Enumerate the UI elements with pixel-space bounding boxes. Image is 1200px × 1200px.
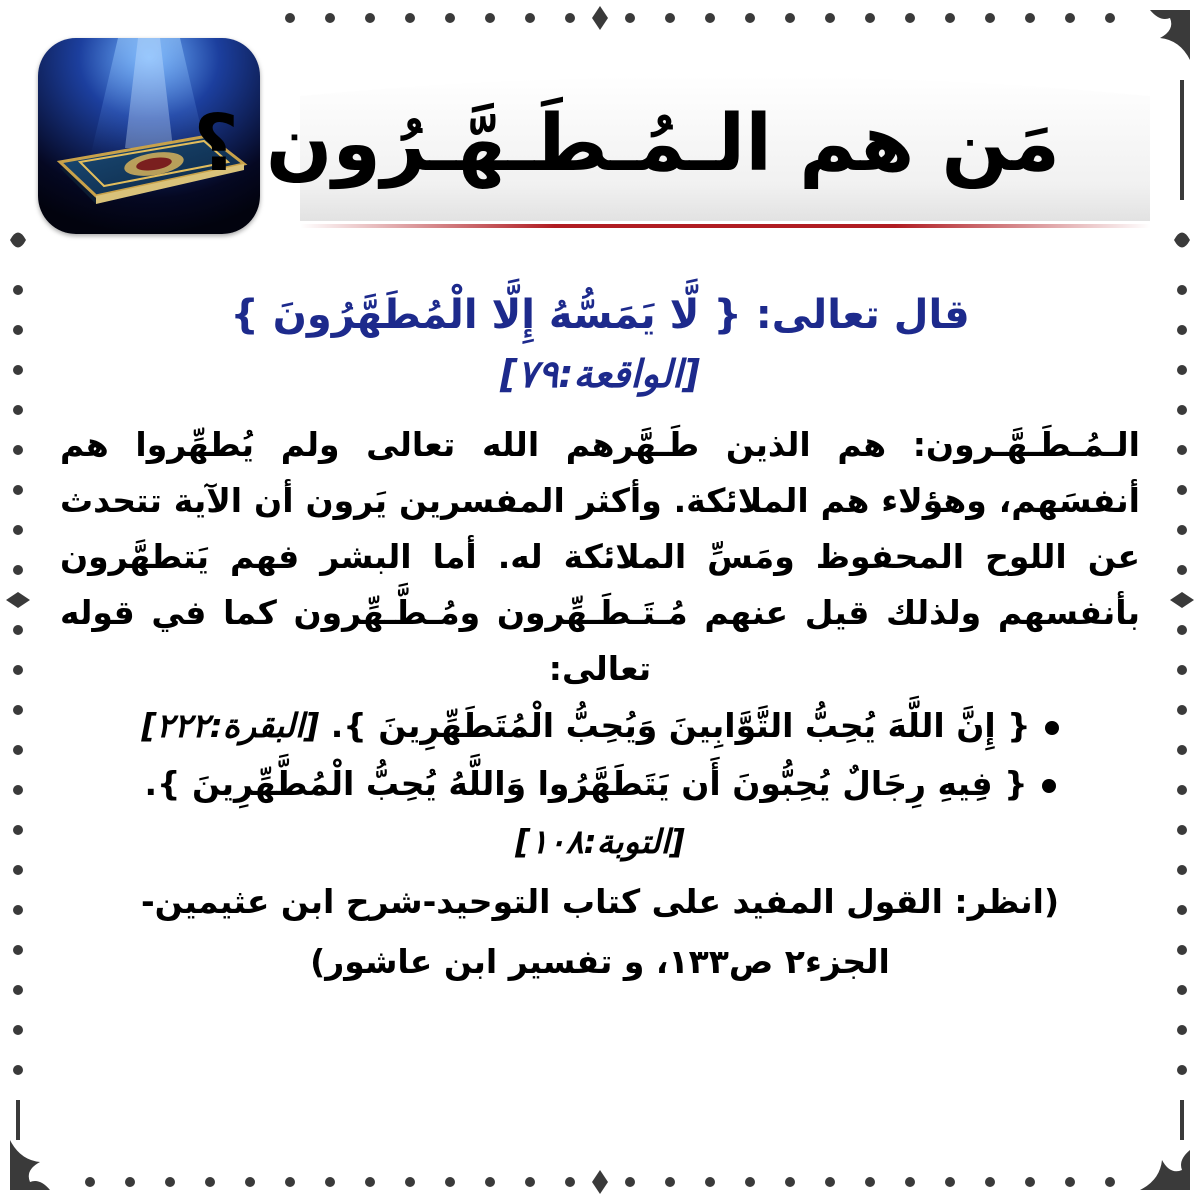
title-banner [193,56,1150,231]
source-citation-line1: (انظر: القول المفيد على كتاب التوحيد-شرح ابن عثيمين- [140,882,1060,921]
article-body [60,285,1140,991]
frame-right-dots [1170,233,1194,1076]
bullet-verse: { فِيهِ رِجَالٌ يُحِبُّونَ أَن يَتَطَهَّرُوا وَاللَّهُ يُحِبُّ الْمُطَّهِّرِينَ }. [144,764,1028,803]
explanation-paragraph: الـمُـطَـهَّـرون: هم الذين طَـهَّرهم الله تعالى ولم يُطهِّروا هم أنفسَهم، وهؤلاء هم الملائكة. وأكثر المفسرين يَرون أن الآية تتحدث عن اللوح المحفوظ ومَسِّ الملائكة له. أما البشر فهم يَتطهَّرون بأنفسهم ولذلك قيل عنهم مُـتَـطَـهِّرون ومُـطَّـهِّرون كما في قوله تعالى: [60,425,1140,688]
frame-bottom-dots [85,1170,1115,1194]
bullet-verse: { إِنَّ اللَّهَ يُحِبُّ التَّوَّابِينَ وَيُحِبُّ الْمُتَطَهِّرِينَ }. [330,706,1031,745]
bullet-reference: [التوبة:١٠٨] [515,822,685,861]
bullet-icon [1045,721,1059,735]
list-item [60,755,1140,813]
frame-left-dots [6,233,30,1076]
verse-reference: [الواقعة:٧٩] [500,352,700,396]
bullet-reference: [البقرة:٢٢٢] [141,706,320,745]
list-item [60,697,1140,755]
verse-list [60,697,1140,813]
frame-top-dots [285,6,1115,30]
page-title: مَن هم الـمُـطَـهَّـرُون ؟ [193,99,1060,189]
verse-quote: قال تعالى: { لَّا يَمَسُّهُ إِلَّا الْمُطَهَّرُونَ } [230,292,970,338]
source-citation-line2: الجزء٢ ص١٣٣، و تفسير ابن عاشور) [310,942,890,981]
bullet-icon [1042,779,1056,793]
